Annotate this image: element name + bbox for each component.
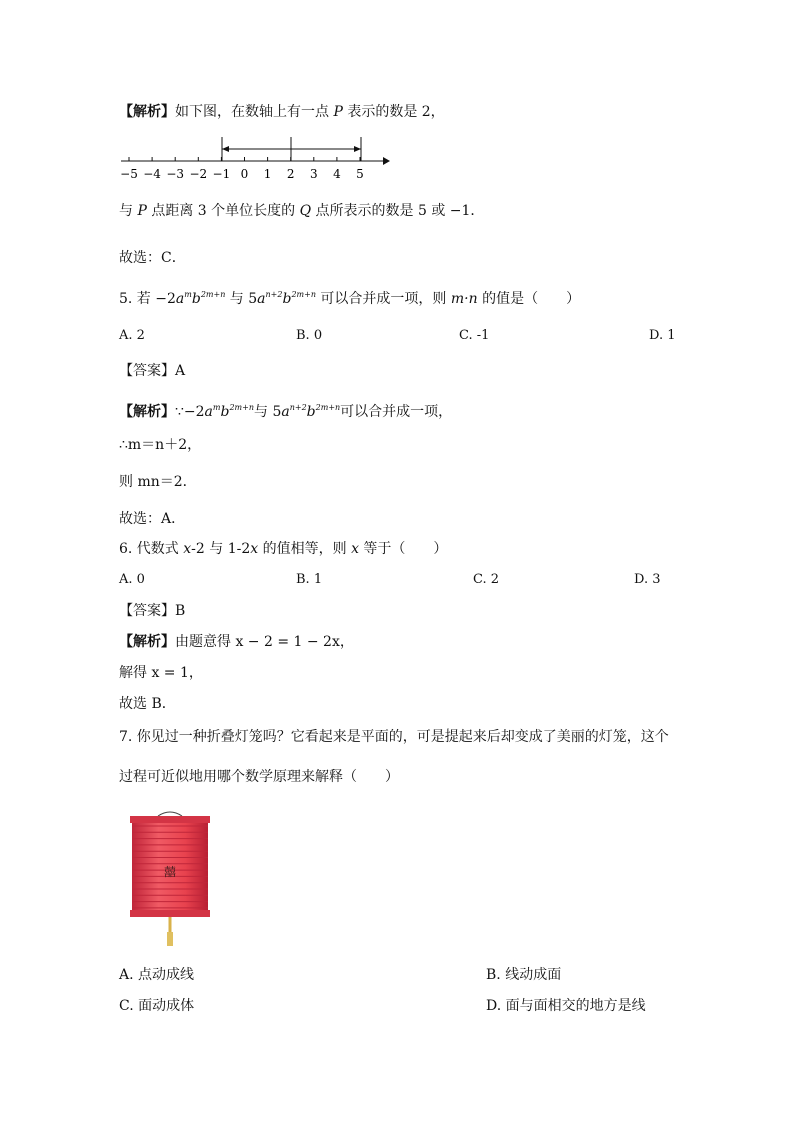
q5-an-exp-2mn: 2m+n	[229, 403, 254, 412]
q6-option-d[interactable]: D. 3	[634, 572, 661, 587]
q6-an: 由题意得 x − 2 = 1 − 2x，	[175, 634, 354, 650]
analysis-text-a: 如下图，在数轴上有一点	[175, 104, 334, 120]
q5-an-a: ∵−2	[175, 404, 205, 420]
q5-an-b: 与 5	[254, 404, 282, 420]
tick-label: −4	[143, 167, 161, 181]
result-q: Q	[299, 203, 312, 219]
lantern-top-rim	[130, 816, 210, 823]
q5-analysis-label: 【解析】	[119, 404, 175, 420]
q5-stem	[119, 286, 580, 308]
q5-exp-2mn: 2m+n	[200, 290, 226, 299]
lantern-handle	[158, 812, 182, 816]
q6-option-a[interactable]: A. 0	[119, 572, 145, 587]
tick-label: 0	[240, 167, 249, 181]
q6-step1: 解得 x = 1，	[119, 665, 203, 681]
q5-an-exp-2mn-2: 2m+n	[315, 403, 341, 412]
q6-stem-d: 等于（ ）	[358, 541, 448, 557]
q5-b2: b	[282, 291, 292, 307]
q5-stem-b: 与 5	[225, 291, 258, 307]
tick-label: 2	[286, 167, 295, 181]
q5-stem-c: 可以合并成一项，则	[315, 291, 451, 307]
q6-option-c[interactable]: C. 2	[473, 572, 500, 587]
q5-an-a-var2: a	[281, 404, 290, 420]
result-a: 与	[119, 203, 138, 219]
tick-label: −3	[166, 167, 185, 181]
result-c: 点所表示的数是 5 或 −1．	[311, 203, 485, 219]
q5-exp-n2: n+2	[265, 290, 283, 299]
analysis-4-choose: 故选：C．	[119, 250, 186, 266]
q6-stem-c: 的值相等，则	[258, 541, 352, 557]
tick-label: 5	[356, 167, 364, 181]
q6-stem	[119, 540, 447, 558]
analysis-4-result	[119, 202, 484, 220]
q5-an-b-var: b	[220, 404, 230, 420]
result-p: P	[137, 203, 147, 219]
q5-option-b[interactable]: B. 0	[296, 328, 323, 343]
q6-x1: x	[183, 541, 192, 557]
q5-a: a	[175, 291, 185, 307]
tick-label: 1	[263, 167, 272, 181]
number-line	[115, 133, 395, 183]
q6-answer: 【答案】B	[119, 603, 186, 619]
lantern-bottom-rim	[130, 910, 210, 917]
tick-label: 3	[309, 167, 318, 181]
q5-an-c: 可以合并成一项，	[340, 404, 453, 420]
q7-stem-line2: 过程可近似地用哪个数学原理来解释（ ）	[119, 769, 399, 785]
q7-stem-line1: 7. 你见过一种折叠灯笼吗？它看起来是平面的，可是提起来后却变成了美丽的灯笼，这个	[119, 729, 669, 745]
q6-option-b[interactable]: B. 1	[296, 572, 323, 587]
q5-option-c[interactable]: C. -1	[459, 328, 490, 343]
arrow-right	[354, 146, 361, 152]
tick-label: −2	[189, 167, 208, 181]
q6-stem-a: 6. 代数式	[119, 541, 184, 557]
q5-choose: 故选：A．	[119, 511, 186, 527]
q5-analysis	[119, 399, 452, 421]
q7-option-c[interactable]: C. 面动成体	[119, 998, 195, 1014]
q5-an-exp-m: m	[212, 403, 221, 412]
q6-x3: x	[351, 541, 359, 557]
q7-option-d[interactable]: D. 面与面相交的地方是线	[486, 998, 646, 1014]
q5-an-a-var: a	[204, 404, 213, 420]
q7-option-a[interactable]: A. 点动成线	[119, 967, 195, 983]
q5-stem-a: 5. 若 −2	[119, 291, 176, 307]
q6-x2: x	[250, 541, 259, 557]
point-p: P	[333, 104, 343, 120]
q5-b: b	[191, 291, 201, 307]
tick-label: −1	[212, 167, 231, 181]
tick-label: 4	[333, 167, 341, 181]
q5-exp-m: m	[184, 290, 192, 299]
q5-step2: 则 mn＝2．	[119, 474, 197, 490]
q5-a2: a	[257, 291, 266, 307]
result-b: 点距离 3 个单位长度的	[146, 203, 300, 219]
q5-mn: m·n	[450, 291, 478, 307]
q5-exp-2mn-2: 2m+n	[291, 290, 316, 299]
q5-option-d[interactable]: D. 1	[649, 328, 676, 343]
lantern-character: 囍	[163, 865, 177, 879]
arrow-left	[222, 146, 229, 152]
q7-option-b[interactable]: B. 线动成面	[486, 967, 562, 983]
axis-arrow	[383, 157, 390, 165]
q5-answer: 【答案】A	[119, 363, 186, 379]
tick-label: −5	[120, 167, 138, 181]
q5-step1: ∴m＝n＋2，	[119, 437, 202, 453]
analysis-4-line	[119, 103, 445, 121]
q6-analysis	[119, 633, 354, 651]
q5-stem-d: 的值是（ ）	[477, 291, 581, 307]
q5-option-a[interactable]: A. 2	[119, 328, 145, 343]
q6-choose: 故选 B．	[119, 696, 176, 712]
analysis-label: 【解析】	[119, 104, 175, 120]
q5-an-exp-n2: n+2	[289, 403, 307, 412]
q6-stem-b: -2 与 1-2	[191, 541, 251, 557]
q5-an-b-var2: b	[306, 404, 316, 420]
lantern-image	[128, 808, 212, 950]
q6-analysis-label: 【解析】	[119, 634, 175, 650]
analysis-text-b: 表示的数是 2，	[342, 104, 445, 120]
lantern-tassel	[167, 932, 173, 946]
